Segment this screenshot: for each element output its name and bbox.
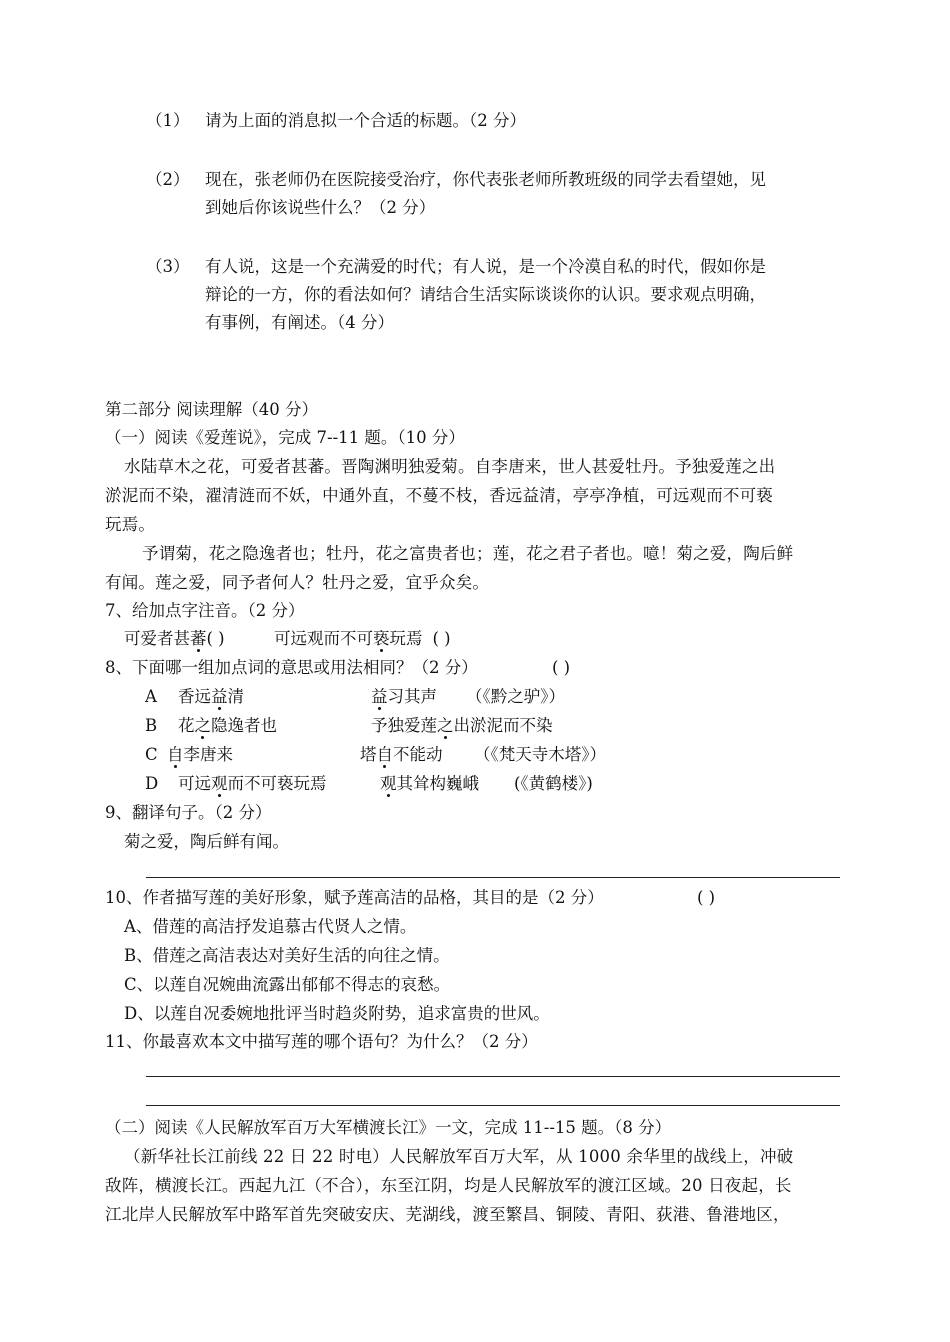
q8-d-right-dotted: 观 [380,774,397,793]
q8-b-left-dotted: 之 [194,716,211,735]
q2-line-1: 现在，张老师仍在医院接受治疗，你代表张老师所教班级的同学去看望她，见 [205,170,766,189]
q10-answer-blank[interactable]: ( ) [697,888,716,907]
q8-c-right-dotted: 自 [376,745,393,764]
q8-answer-blank[interactable]: ( ) [552,658,571,677]
q2-line-2: 到她后你该说些什么？（2 分） [205,198,436,217]
q8-option-a-source: （《黔之驴》） [466,687,565,706]
q8-option-c-source: （《梵天寺木塔》） [474,745,606,764]
q8-option-b-right [371,715,553,737]
passage-p1-line-2: 淤泥而不染，濯清涟而不妖，中通外直，不蔓不枝，香远益清，亭亭净植，可远观而不可亵 [105,486,773,505]
q7-b-answer-blank[interactable]: ( ) [432,629,451,648]
news-line-2: 敌阵，横渡长江。西起九江（不合），东至江阴，均是人民解放军的渡江区域。20 日夜起，长 [105,1176,792,1195]
q10-option-b: B、借莲之高洁表达对美好生活的向往之情。 [124,946,450,965]
q8-b-right-pre: 予独爱莲 [371,716,437,735]
q1-text: 请为上面的消息拟一个合适的标题。（2 分） [205,111,526,130]
q7-b-text-post: 玩焉 [389,629,423,648]
news-line-3: 江北岸人民解放军中路军首先突破安庆、芜湖线，渡至繁昌、铜陵、青阳、荻港、鲁港地区， [105,1205,790,1224]
q7-stem: 7、给加点字注音。（2 分） [105,601,305,620]
q8-d-left-pre: 可远 [178,774,211,793]
q11-answer-line-1[interactable] [146,1076,840,1077]
q8-option-d-left [178,773,327,795]
q8-a-left-post: 清 [227,687,244,706]
q10-option-a: A、借莲的高洁抒发追慕古代贤人之情。 [124,917,417,936]
q8-option-a-right [371,686,437,708]
q8-b-left-pre: 花 [178,716,195,735]
q10-option-c: C、以莲自况婉曲流露出郁郁不得志的哀愁。 [124,975,451,994]
q9-sentence: 菊之爱，陶后鲜有闻。 [124,832,289,851]
q7-item-b [274,628,451,650]
passage-p1-line-1: 水陆草木之花，可爱者甚蕃。晋陶渊明独爱菊。自李唐来，世人甚爱牡丹。予独爱莲之出 [124,457,776,476]
q3-line-3: 有事例，有阐述。（4 分） [205,313,394,332]
q8-a-right-dotted: 益 [371,687,388,706]
q10-option-d: D、以莲自况委婉地批评当时趋炎附势，追求富贵的世风。 [124,1004,550,1023]
q8-option-c-left [167,744,233,766]
q11-stem: 11、你最喜欢本文中描写莲的哪个语句？为什么？（2 分） [105,1032,538,1051]
part2-heading: 第二部分 阅读理解（40 分） [105,400,318,419]
q8-b-left-post: 隐逸者也 [211,716,277,735]
q8-c-right-pre: 塔 [360,745,377,764]
q8-c-left-dotted: 自 [167,745,184,764]
section1-title: （一）阅读《爱莲说》，完成 7--11 题。（10 分） [105,428,465,447]
q9-stem: 9、翻译句子。（2 分） [105,803,272,822]
q8-option-a-letter: A [145,687,157,706]
section2-title: （二）阅读《人民解放军百万大军横渡长江》一文，完成 11--15 题。（8 分） [105,1118,672,1137]
q7-b-dotted-char: 亵 [373,629,390,648]
q8-option-b-left [178,715,277,737]
q8-c-left-post: 李唐来 [183,745,233,764]
q8-d-right-post: 其耸构巍峨 [396,774,479,793]
q8-a-right-post: 习其声 [387,687,437,706]
q8-d-left-post: 而不可亵玩焉 [227,774,327,793]
news-line-1: （新华社长江前线 22 日 22 时电）人民解放军百万大军，从 1000 余华里的战线上，冲破 [124,1147,794,1166]
q11-answer-line-2[interactable] [146,1105,840,1106]
q8-stem: 8、下面哪一组加点词的意思或用法相同？（2 分） [105,658,478,677]
q7-a-text: 可爱者甚 [124,629,190,648]
q7-b-text: 可远观而不可 [274,629,373,648]
passage-p1-line-3: 玩焉。 [105,515,156,534]
q1-number: （1） [146,111,190,130]
q9-answer-line[interactable] [146,877,840,878]
q8-option-d-letter: D [145,774,159,793]
q8-b-right-dotted: 之 [437,716,454,735]
q8-c-right-post: 不能动 [393,745,443,764]
q8-a-left-pre: 香远 [178,687,211,706]
q8-d-left-dotted: 观 [211,774,228,793]
q8-b-right-post: 出淤泥而不染 [453,716,553,735]
q7-a-answer-blank[interactable]: ( ) [206,629,225,648]
q10-stem: 10、作者描写莲的美好形象，赋予莲高洁的品格，其目的是（2 分） [105,888,604,907]
q8-option-d-source: (《黄鹤楼》) [514,774,593,793]
q3-number: （3） [146,257,190,276]
q2-number: （2） [146,170,190,189]
q8-option-c-letter: C [145,745,158,764]
q8-option-d-right [380,773,479,795]
q7-a-dotted-char: 蕃 [190,629,207,648]
passage-p2-line-2: 有闻。莲之爱，同予者何人？牡丹之爱，宜乎众矣。 [105,573,490,592]
q8-option-b-letter: B [145,716,158,735]
q8-a-left-dotted: 益 [211,687,228,706]
q8-option-c-right [360,744,443,766]
passage-p2-line-1: 予谓菊，花之隐逸者也；牡丹，花之富贵者也；莲，花之君子者也。噫！菊之爱，陶后鲜 [142,544,794,563]
q3-line-2: 辩论的一方，你的看法如何？请结合生活实际谈谈你的认识。要求观点明确， [205,285,766,304]
q3-line-1: 有人说，这是一个充满爱的时代；有人说，是一个冷漠自私的时代，假如你是 [205,257,766,276]
q8-option-a-left [178,686,244,708]
q7-item-a [124,628,225,650]
